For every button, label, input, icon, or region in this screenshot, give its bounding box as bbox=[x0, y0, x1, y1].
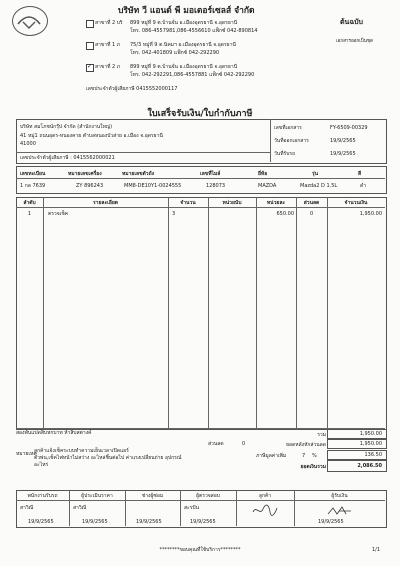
issue-date-label: วันที่ออกเอกสาร bbox=[274, 138, 309, 144]
vehicle-header-chassis: หมายเลขตัวถัง bbox=[122, 171, 155, 177]
sig-header-receiver: พนักงานรับรถ bbox=[27, 493, 58, 499]
vat-percent-sign: % bbox=[312, 453, 317, 459]
customer-tax-id: เลขประจำตัวผู้เสียภาษี : 0415562000021 bbox=[20, 155, 115, 161]
total-label: รวม bbox=[317, 432, 326, 438]
vehicle-header-model: รุ่น bbox=[312, 171, 319, 177]
cashier-signature bbox=[325, 503, 355, 519]
sig-name-receiver: สาวิณี bbox=[20, 505, 34, 511]
copy-note: เอกสารออกเป็นชุด bbox=[336, 39, 373, 44]
sig-header-mechanic: ช่างผู้ซ่อม bbox=[141, 493, 164, 499]
vehicle-header-brand: ยี่ห้อ bbox=[258, 171, 268, 177]
document-title: ใบเสร็จรับเงิน/ใบกำกับภาษี bbox=[147, 109, 253, 119]
customer-name: บริษัท สมโภชน์กรุ๊ป จำกัด (สำนักงานใหญ่) bbox=[20, 124, 113, 130]
col-header-unit: หน่วยนับ bbox=[222, 200, 242, 206]
customer-signature bbox=[250, 502, 280, 518]
after-discount-label: ยอดหลังหักส่วนลด bbox=[286, 442, 326, 448]
branch-2-address: 75/3 หมู่ที่ 9 ต.นิคมฯ อ.เมืองอุดรธานี จ.อุดรธานี bbox=[130, 42, 236, 48]
issue-date-value: 19/9/2565 bbox=[330, 138, 356, 144]
vehicle-color: ดำ bbox=[360, 183, 367, 189]
item-row-no: 1 bbox=[27, 211, 32, 217]
sig-date-inspector: 19/9/2565 bbox=[190, 519, 216, 525]
remark-line-3: อะไหร่ bbox=[34, 462, 49, 468]
branch-2-phone: โทร. 042-401809 แฟ็กซ์ 042-292290 bbox=[130, 50, 220, 56]
sig-name-estimator: สาวิณี bbox=[73, 505, 87, 511]
sig-header-inspector: ผู้ตรวจสอบ bbox=[196, 493, 220, 499]
col-header-amount: จำนวนเงิน bbox=[344, 200, 368, 206]
remark-line-2: ตัวพ่น,เช็คไฟหน้าไม่สว่าง อะไหล่ชิ้นต่อไป ค่าแรงเปลี่ยนถ่าย อุปกรณ์ bbox=[34, 455, 182, 461]
sig-header-estimator: ผู้ประเมินราคา bbox=[81, 493, 113, 499]
customer-address-1: 41 หมู่1 ถนนอุดร-หนองคาย ตำบลหนองบัวส่าย อ.เมือง จ.อุดรธานี bbox=[20, 133, 163, 139]
sig-date-estimator: 19/9/2565 bbox=[82, 519, 108, 525]
vat-rate: 7 bbox=[302, 453, 306, 459]
remark-label: หมายเหตุ bbox=[16, 451, 37, 457]
branch-1-checkbox[interactable] bbox=[86, 20, 94, 28]
branch-2-checkbox[interactable] bbox=[86, 42, 94, 50]
sig-date-mechanic: 19/9/2565 bbox=[136, 519, 162, 525]
item-row-amount: 1,950.00 bbox=[359, 211, 382, 217]
branch-1-label: สาขาที่ 2 บริ bbox=[95, 20, 123, 26]
sig-header-customer: ลูกค้า bbox=[258, 493, 272, 499]
branch-1-phone: โทร. 086-4557981,086-4556610 แฟ็กซ์ 042-890814 bbox=[130, 28, 258, 34]
branch-3-label: สาขาที่ 2 ภ bbox=[95, 64, 121, 70]
doc-no-label: เลขที่เอกสาร bbox=[274, 125, 302, 131]
discount-label: ส่วนลด bbox=[208, 441, 224, 447]
thank-you-footer: ********ขอบคุณที่ใช้บริการ******** bbox=[159, 547, 241, 553]
total-value: 1,950.00 bbox=[359, 431, 382, 437]
vehicle-plate: 1 กล 7639 bbox=[20, 183, 46, 189]
col-header-qty: จำนวน bbox=[180, 200, 196, 206]
vehicle-model: Mazda2 D 1.5L bbox=[300, 183, 338, 189]
branch-3-phone: โทร. 042-292291,086-4557881 แฟ็กซ์ 042-292290 bbox=[130, 72, 255, 78]
col-header-no: ลำดับ bbox=[23, 200, 36, 206]
col-header-discount: ส่วนลด bbox=[303, 200, 320, 206]
branch-1-address: 899 หมู่ที่ 9 ต.บ้านจั่น อ.เมืองอุดรธานี จ.อุดรธานี bbox=[130, 20, 238, 26]
original-label: ต้นฉบับ bbox=[340, 18, 363, 26]
sig-name-inspector: สะรปัน bbox=[184, 505, 200, 511]
item-row-desc: ตรวจเช็ค bbox=[48, 211, 69, 217]
customer-address-2: 41000 bbox=[20, 141, 36, 147]
mazda-wing-icon bbox=[12, 6, 46, 34]
company-name: บริษัท วี แอนด์ พี มอเตอร์เซลส์ จำกัด bbox=[118, 6, 255, 16]
branch-3-address: 899 หมู่ที่ 9 ต.บ้านจั่น อ.เมืองอุดรธานี จ.อุดรธานี bbox=[130, 64, 238, 70]
net-total-label: ยอดเงินรวม bbox=[300, 464, 326, 470]
remark-line-1: ลูกค้าแจ้งเช็คระบบทำความเย็นเวลาเปิดแอร์ bbox=[34, 448, 129, 454]
page-number: 1/1 bbox=[372, 547, 381, 553]
vehicle-header-plate: เลขทะเบียน bbox=[20, 171, 46, 177]
discount-value: 0 bbox=[242, 441, 246, 447]
doc-no-value: FY-6509-00329 bbox=[330, 125, 368, 131]
vehicle-chassis: MM8-DE10Y1-0024555 bbox=[124, 183, 182, 189]
sig-date-receiver: 19/9/2565 bbox=[28, 519, 54, 525]
item-row-qty: 3 bbox=[172, 211, 176, 217]
vat-label: ภาษีมูลค่าเพิ่ม bbox=[256, 453, 287, 459]
baht-text: สองพันแปดสิบหกบาท ห้าสิบสตางค์ bbox=[16, 430, 92, 436]
receive-date-label: วันที่รับรถ bbox=[274, 151, 296, 157]
vehicle-header-color: สี bbox=[358, 171, 362, 177]
check-icon: ✓ bbox=[87, 63, 93, 70]
vehicle-header-engine: หมายเลขเครื่อง bbox=[68, 171, 102, 177]
col-header-price: หน่วยละ bbox=[266, 200, 286, 206]
receive-date-value: 19/9/2565 bbox=[330, 151, 356, 157]
sig-date-cashier: 19/9/2565 bbox=[318, 519, 344, 525]
item-row-price: 650.00 bbox=[276, 211, 294, 217]
item-row-discount: 0 bbox=[310, 211, 314, 217]
vehicle-engine: ZY 896243 bbox=[76, 183, 104, 189]
branch-2-label: สาขาที่ 1 ภ bbox=[95, 42, 121, 48]
vat-value: 136.50 bbox=[364, 452, 382, 458]
company-tax-id: เลขประจำตัวผู้เสียภาษี 0415552000117 bbox=[86, 86, 178, 92]
sig-header-cashier: ผู้รับเงิน bbox=[331, 493, 348, 499]
items-table bbox=[16, 197, 387, 430]
vehicle-mileage: 128073 bbox=[206, 183, 226, 189]
branch-3-checkbox[interactable] bbox=[86, 64, 94, 72]
vehicle-header-mileage: เลขที่ไมล์ bbox=[200, 171, 221, 177]
net-total-value: 2,086.50 bbox=[357, 463, 382, 469]
col-header-desc: รายละเอียด bbox=[92, 200, 119, 206]
vehicle-brand: MAZDA bbox=[258, 183, 277, 189]
after-discount-value: 1,950.00 bbox=[359, 441, 382, 447]
